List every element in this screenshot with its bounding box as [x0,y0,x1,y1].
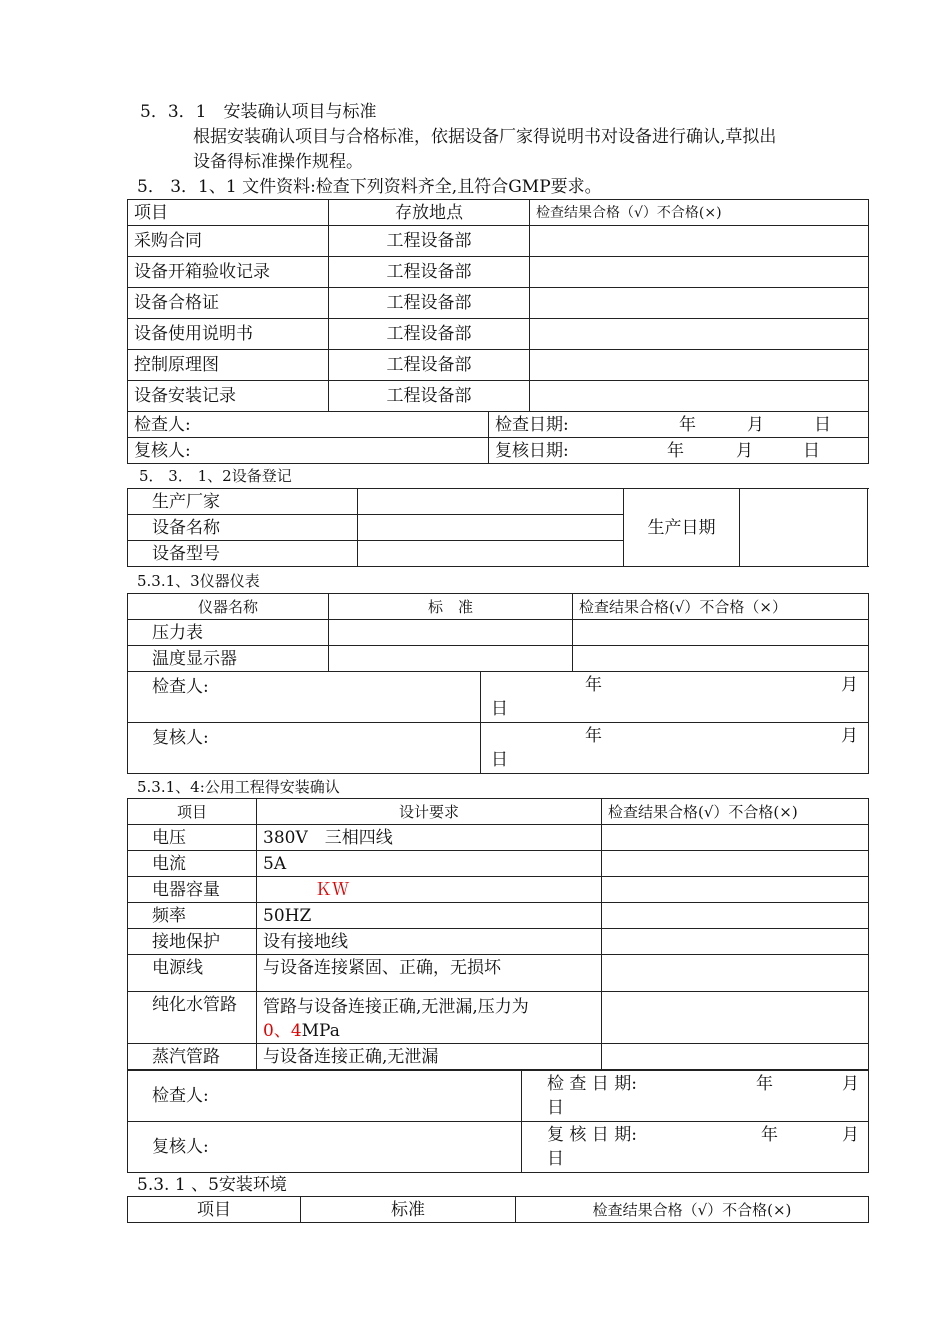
instruments-review-date[interactable] [481,723,869,774]
docs-review-date[interactable] [489,438,869,464]
docs-reviewer-label: 复核人: [128,438,489,464]
utility-req-pure-water [257,992,602,1044]
utility-req: 设有接地线 [257,929,602,955]
table-row [128,929,869,955]
table-row [128,992,869,1044]
equipment-model-label: 设备型号 [128,541,358,567]
instruments-header-result: 检查结果合格(√）不合格（×） [573,594,869,620]
docs-place: 工程设备部 [329,257,530,288]
instruments-table [127,593,869,672]
instruments-header-standard: 标 准 [329,594,573,620]
docs-result-cell[interactable] [530,350,869,381]
utilities-check-date-label: 检 查 日 期: [547,1074,637,1094]
utility-result[interactable] [602,955,869,992]
month-label: 月 [841,726,858,746]
utility-result[interactable] [602,825,869,851]
utility-result[interactable] [602,877,869,903]
docs-title: 5． 3．1、1 文件资料:检查下列资料齐全,且符合GMP要求。 [137,177,602,197]
instruments-checker-label: 检查人: [128,672,481,723]
utility-item: 电器容量 [128,877,257,903]
docs-result-cell[interactable] [530,257,869,288]
utility-req: 与设备连接紧固、正确，无损坏 [257,955,602,992]
table-row [128,288,869,319]
utility-item: 接地保护 [128,929,257,955]
utility-req: 与设备连接正确,无泄漏 [257,1044,602,1070]
table-row [128,825,869,851]
year-label: 年 [585,726,602,746]
month-label: 月 [842,1125,859,1145]
table-row [128,350,869,381]
utility-req: 380V 三相四线 [257,825,602,851]
pure-water-pressure: 0、4 [263,1021,302,1041]
docs-table [127,199,869,412]
utility-req: 5A [257,851,602,877]
month-label: 月 [747,415,764,435]
table-row [128,319,869,350]
utility-item: 电流 [128,851,257,877]
day-label: 日 [814,415,831,435]
docs-result-cell[interactable] [530,226,869,257]
day-label: 日 [491,699,508,719]
docs-check-date[interactable] [489,412,869,438]
instrument-name: 压力表 [128,620,329,646]
intro-line-1: 根据安装确认项目与合格标准，依据设备厂家得说明书对设备进行确认,草拟出 [193,127,777,147]
utilities-header-result: 检查结果合格(√）不合格(×) [602,799,869,825]
table-row [128,851,869,877]
day-label: 日 [803,441,820,461]
utility-result[interactable] [602,1044,869,1070]
docs-result-cell[interactable] [530,319,869,350]
day-label: 日 [547,1098,564,1118]
environment-title: 5.3. 1 、5安装环境 [137,1175,287,1195]
instruments-header-name: 仪器名称 [128,594,329,620]
registration-right-border [867,488,868,567]
docs-item: 控制原理图 [128,350,329,381]
utility-req: 50HZ [257,903,602,929]
instrument-result[interactable] [573,620,869,646]
utilities-review-date[interactable] [522,1122,869,1173]
month-label: 月 [736,441,753,461]
docs-item: 设备使用说明书 [128,319,329,350]
table-row [128,955,869,992]
instrument-name: 温度显示器 [128,646,329,672]
utilities-header-req: 设计要求 [257,799,602,825]
equipment-name-label: 设备名称 [128,515,358,541]
table-row [128,646,869,672]
equipment-model-value[interactable] [358,541,624,567]
docs-check-date-label: 检查日期: [495,414,569,435]
intro-line-2: 设备得标准操作规程。 [193,152,363,172]
table-row [128,257,869,288]
utilities-header-item: 项目 [128,799,257,825]
docs-checker-label: 检查人: [128,412,489,438]
environment-header-result: 检查结果合格（√）不合格(×) [516,1197,869,1223]
pure-water-unit: MPa [301,1021,340,1041]
docs-place: 工程设备部 [329,319,530,350]
instrument-standard[interactable] [329,620,573,646]
prod-date-value[interactable] [740,489,869,567]
docs-result-cell[interactable] [530,381,869,412]
month-label: 月 [842,1074,859,1094]
docs-review-date-label: 复核日期: [495,440,569,461]
table-row [128,877,869,903]
instruments-signoff-table [127,671,869,774]
manufacturer-label: 生产厂家 [128,489,358,515]
day-label: 日 [547,1149,564,1169]
utility-item: 蒸汽管路 [128,1044,257,1070]
environment-header-standard: 标准 [301,1197,516,1223]
docs-result-cell[interactable] [530,288,869,319]
utilities-table [127,798,869,1070]
instrument-result[interactable] [573,646,869,672]
docs-item: 设备开箱验收记录 [128,257,329,288]
docs-header-result: 检查结果合格（√）不合格(×) [530,200,869,226]
table-row [128,226,869,257]
utility-result[interactable] [602,929,869,955]
utility-item: 电压 [128,825,257,851]
environment-table [127,1196,869,1223]
utilities-title: 5.3.1、4:公用工程得安装确认 [137,778,340,796]
year-label: 年 [679,415,696,435]
utility-item: 纯化水管路 [128,992,257,1044]
utility-item: 电源线 [128,955,257,992]
instrument-standard[interactable] [329,646,573,672]
prod-date-label: 生产日期 [624,489,740,567]
utilities-signoff-table [127,1070,869,1173]
equipment-name-value[interactable] [358,515,624,541]
registration-table [127,488,869,567]
instruments-check-date[interactable] [481,672,869,723]
year-label: 年 [761,1125,778,1145]
utilities-reviewer-label: 复核人: [128,1122,522,1173]
month-label: 月 [841,675,858,695]
docs-header-row [128,200,869,226]
pure-water-req-line2 [263,1019,595,1043]
table-row [128,620,869,646]
section-heading: 5．3．1 安装确认项目与标准 [140,102,377,122]
year-label: 年 [756,1074,773,1094]
docs-header-place: 存放地点 [329,200,530,226]
table-row [128,903,869,929]
registration-title: 5． 3． 1、2设备登记 [139,467,292,485]
instruments-title: 5.3.1、3仪器仪表 [137,572,260,590]
docs-header-item: 项目 [128,200,329,226]
year-label: 年 [585,675,602,695]
instruments-reviewer-label: 复核人: [128,723,481,774]
utilities-checker-label: 检查人: [128,1071,522,1122]
docs-item: 设备合格证 [128,288,329,319]
table-row [128,1044,869,1070]
docs-item: 设备安装记录 [128,381,329,412]
utility-req: ＫＷ [257,877,602,903]
utilities-check-date[interactable] [522,1071,869,1122]
docs-place: 工程设备部 [329,381,530,412]
pure-water-req-line1: 管路与设备连接正确,无泄漏,压力为 [263,997,529,1017]
utilities-review-date-label: 复 核 日 期: [547,1125,637,1145]
utility-result[interactable] [602,992,869,1044]
environment-header-item: 项目 [128,1197,301,1223]
docs-signoff-table [127,411,869,464]
docs-place: 工程设备部 [329,288,530,319]
manufacturer-value[interactable] [358,489,624,515]
utility-result[interactable] [602,851,869,877]
docs-item: 采购合同 [128,226,329,257]
utility-result[interactable] [602,903,869,929]
docs-place: 工程设备部 [329,226,530,257]
utility-item: 频率 [128,903,257,929]
table-row [128,381,869,412]
day-label: 日 [491,750,508,770]
docs-place: 工程设备部 [329,350,530,381]
year-label: 年 [667,441,684,461]
